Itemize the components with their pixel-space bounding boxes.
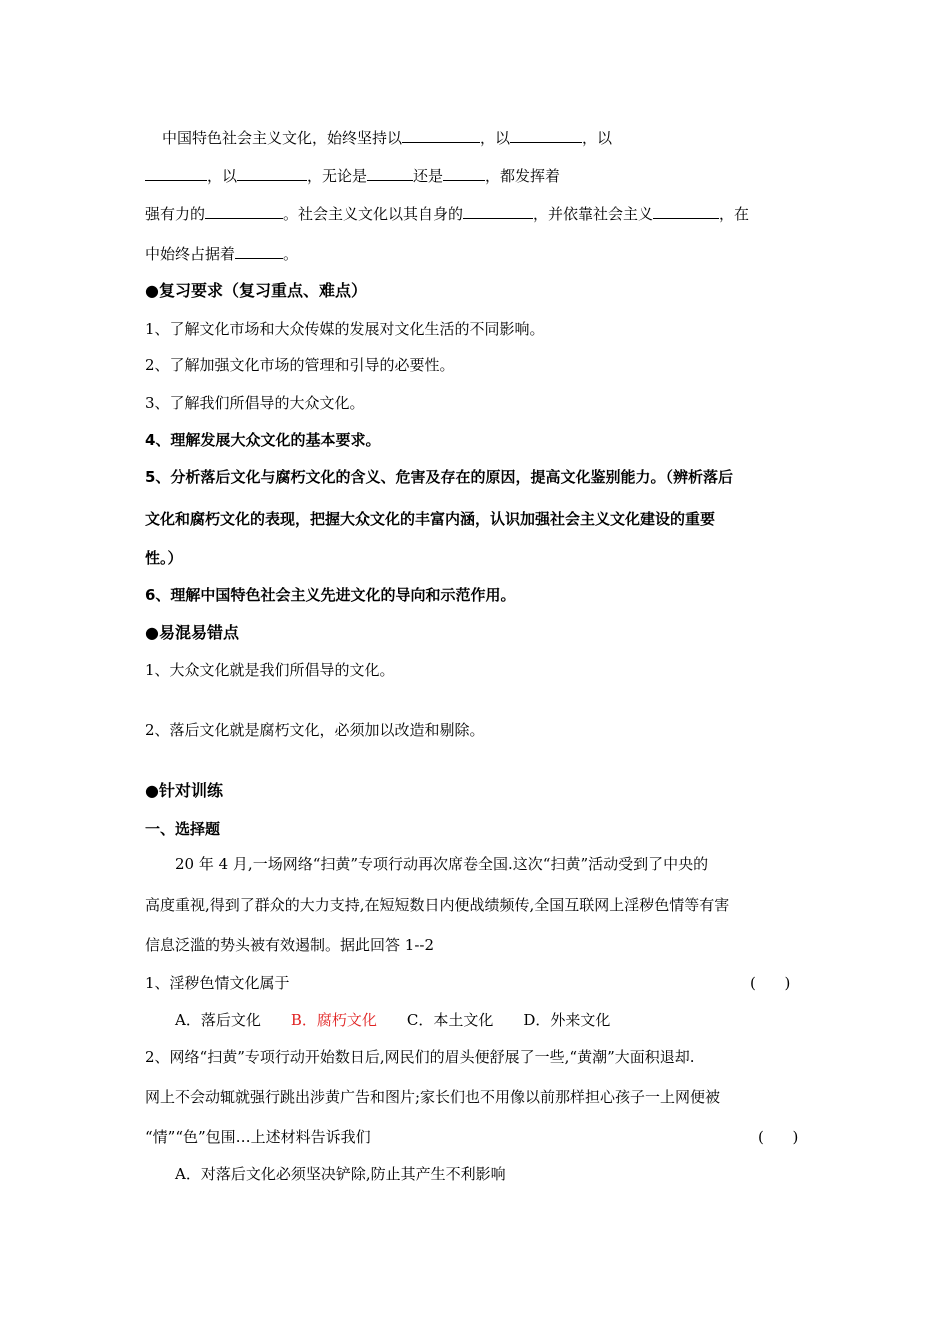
intro-line-3: 信息泛滥的势头被有效遏制。据此回答 1--2 bbox=[145, 936, 434, 954]
text: ，以 bbox=[480, 129, 511, 147]
training-heading: ●针对训练 bbox=[145, 781, 223, 800]
option-b: B．腐朽文化 bbox=[290, 1011, 377, 1029]
review-item-1: 1、了解文化市场和大众传媒的发展对文化生活的不同影响。 bbox=[145, 320, 545, 338]
fill-in-line-4 bbox=[145, 242, 298, 265]
text: 。 bbox=[283, 245, 299, 263]
text: 强有力的 bbox=[145, 205, 206, 223]
confusing-item-2: 2、落后文化就是腐朽文化，必须加以改造和剔除。 bbox=[145, 721, 485, 739]
question-2-option-a: A．对落后文化必须坚决铲除,防止其产生不利影响 bbox=[175, 1165, 506, 1183]
review-item-3: 3、了解我们所倡导的大众文化。 bbox=[145, 394, 365, 412]
review-item-5-cont: 文化和腐朽文化的表现，把握大众文化的丰富内涵，认识加强社会主义文化建设的重要 bbox=[145, 510, 716, 528]
review-heading: ●复习要求（复习重点、难点） bbox=[145, 281, 367, 300]
blank bbox=[237, 164, 307, 181]
text: 还是 bbox=[413, 167, 444, 185]
blank bbox=[653, 202, 719, 219]
confusing-heading: ●易混易错点 bbox=[145, 623, 239, 642]
text: 。社会主义文化以其自身的 bbox=[283, 205, 464, 223]
question-1-options bbox=[175, 1009, 640, 1031]
blank bbox=[235, 242, 283, 259]
question-1-stem: 1、淫秽色情文化属于 bbox=[145, 974, 290, 992]
blank bbox=[443, 164, 485, 181]
question-2-stem-1: 2、网络“扫黄”专项行动开始数日后,网民们的眉头便舒展了一些,“黄潮”大面积退却. bbox=[145, 1048, 695, 1066]
option-a: A．落后文化 bbox=[175, 1011, 261, 1029]
intro-line-1: 20 年 4 月,一场网络“扫黄”专项行动再次席卷全国.这次“扫黄”活动受到了中央的 bbox=[175, 855, 709, 873]
review-item-5: 5、分析落后文化与腐朽文化的含义、危害及存在的原因，提高文化鉴别能力。（辨析落后 bbox=[145, 468, 733, 486]
blank bbox=[463, 202, 533, 219]
text: ，以 bbox=[582, 129, 613, 147]
fill-in-line-1 bbox=[162, 126, 612, 149]
review-item-6: 6、理解中国特色社会主义先进文化的导向和示范作用。 bbox=[145, 586, 516, 604]
text: 中国特色社会主义文化，始终坚持以 bbox=[162, 129, 403, 147]
option-c: C．本土文化 bbox=[406, 1011, 494, 1029]
blank bbox=[145, 164, 207, 181]
question-1-answer-paren: ( ) bbox=[750, 974, 791, 992]
review-item-2: 2、了解加强文化市场的管理和引导的必要性。 bbox=[145, 356, 455, 374]
text: ，无论是 bbox=[307, 167, 368, 185]
blank bbox=[402, 126, 480, 143]
text: ，并依靠社会主义 bbox=[533, 205, 654, 223]
text: ，在 bbox=[719, 205, 750, 223]
section-title: 一、选择题 bbox=[145, 820, 221, 838]
text: 中始终占据着 bbox=[145, 245, 236, 263]
question-2-stem-2: 网上不会动辄就强行跳出涉黄广告和图片;家长们也不用像以前那样担心孩子一上网便被 bbox=[145, 1088, 721, 1106]
fill-in-line-3 bbox=[145, 202, 749, 225]
blank bbox=[510, 126, 582, 143]
intro-line-2: 高度重视,得到了群众的大力支持,在短短数日内便战绩频传,全国互联网上淫秽色情等有害 bbox=[145, 896, 730, 914]
confusing-item-1: 1、大众文化就是我们所倡导的文化。 bbox=[145, 661, 395, 679]
text: ，都发挥着 bbox=[485, 167, 561, 185]
question-2-answer-paren: ( ) bbox=[758, 1128, 799, 1146]
question-2-stem-3: “情”“色”包围…上述材料告诉我们 bbox=[145, 1128, 371, 1146]
text: ，以 bbox=[207, 167, 238, 185]
review-item-4: 4、理解发展大众文化的基本要求。 bbox=[145, 431, 381, 449]
fill-in-line-2 bbox=[145, 164, 560, 187]
review-item-5-end: 性。） bbox=[145, 549, 183, 567]
blank bbox=[205, 202, 283, 219]
blank bbox=[367, 164, 413, 181]
option-d: D．外来文化 bbox=[523, 1011, 611, 1029]
